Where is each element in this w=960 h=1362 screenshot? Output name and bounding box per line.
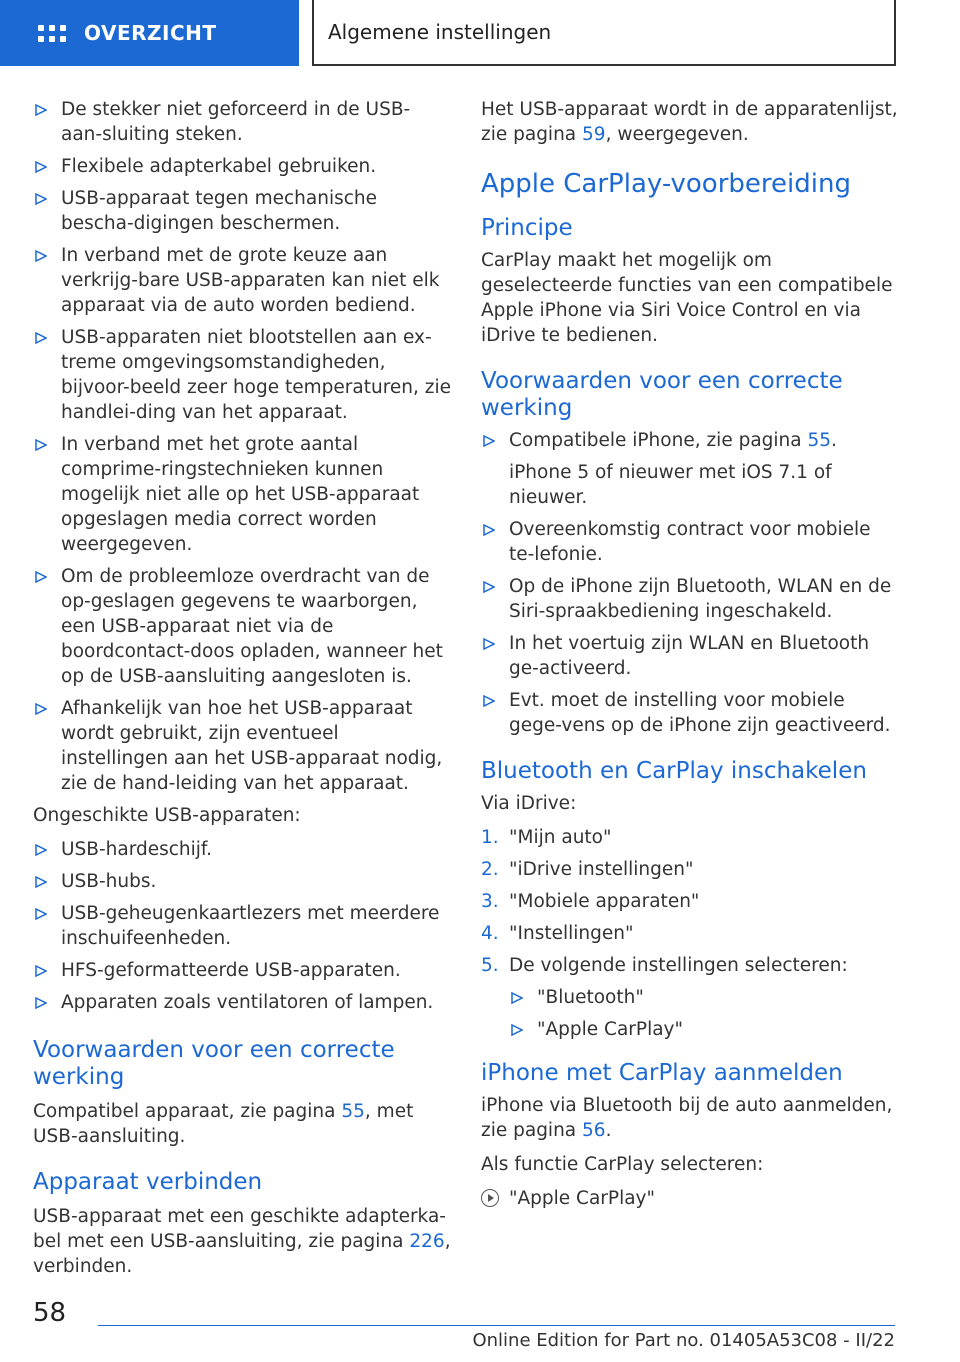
- bullet-triangle-icon: [35, 703, 47, 715]
- list-item-text: "Bluetooth": [537, 987, 644, 1008]
- list-item: [33, 154, 451, 179]
- bullet-triangle-icon: [483, 638, 495, 650]
- list-item-text: USB-apparaat tegen mechanische bescha-digingen beschermen.: [61, 188, 378, 234]
- heading-requirements-carplay: Voorwaarden voor een correcte werking: [481, 368, 843, 421]
- step-item: 1. "Mijn auto": [481, 827, 612, 848]
- bullet-triangle-icon: [483, 524, 495, 536]
- heading-carplay-preparation: Apple CarPlay-voorbereiding: [481, 169, 851, 199]
- carplay-requirements-list: [481, 428, 901, 738]
- sub-steps-list: [509, 985, 901, 1042]
- step-item: 4. "Instellingen": [481, 923, 634, 944]
- bullet-triangle-icon: [35, 965, 47, 977]
- list-item: [33, 696, 451, 796]
- bullet-triangle-icon: [483, 435, 495, 447]
- list-item: [33, 186, 451, 236]
- intro-text: Het USB-apparaat wordt in de apparatenlijst, zie pagina 59, weergegeven.: [481, 99, 898, 145]
- list-item: [33, 837, 451, 862]
- requirements-text: Compatibel apparaat, zie pagina 55, met USB-aansluiting.: [33, 1101, 414, 1147]
- heading-register-iphone: iPhone met CarPlay aanmelden: [481, 1060, 843, 1086]
- bullet-triangle-icon: [35, 997, 47, 1009]
- iphone-version-note: iPhone 5 of nieuwer met iOS 7.1 of nieuwer.: [509, 462, 832, 508]
- unsuitable-devices-list: [33, 837, 451, 1015]
- list-item-text: HFS-geformatteerde USB-apparaten.: [61, 960, 401, 981]
- bullet-triangle-icon: [35, 193, 47, 205]
- list-item-text: Overeenkomstig contract voor mobiele te-lefonie.: [509, 519, 871, 565]
- apple-carplay-item: "Apple CarPlay": [481, 1186, 901, 1211]
- list-item: [481, 517, 901, 567]
- step-item: 2. "iDrive instellingen": [481, 859, 694, 880]
- heading-principle: Principe: [481, 215, 573, 241]
- bullet-triangle-icon: [511, 992, 523, 1004]
- list-item-text: USB-apparaten niet blootstellen aan ex-treme omgevingsomstandigheden, bijvoor-beeld zeer hoge temperaturen, zie handlei-ding van het apparaat.: [61, 327, 451, 423]
- connect-text: USB-apparaat met een geschikte adapterka-bel met een USB-aansluiting, zie pagina 226, verbinden.: [33, 1206, 451, 1277]
- unsuitable-intro: Ongeschikte USB-apparaten:: [33, 805, 301, 826]
- via-idrive: Via iDrive:: [481, 793, 577, 814]
- bullet-triangle-icon: [35, 908, 47, 920]
- list-item: [33, 564, 451, 689]
- bullet-triangle-icon: [483, 581, 495, 593]
- list-item-text: Flexibele adapterkabel gebruiken.: [61, 156, 377, 177]
- page-link-55[interactable]: 55: [341, 1101, 365, 1122]
- list-item-text: In het voertuig zijn WLAN en Bluetooth ge-activeerd.: [509, 633, 870, 679]
- list-item: [33, 958, 451, 983]
- list-item-text: "Apple CarPlay": [537, 1019, 684, 1040]
- page-link-59[interactable]: 59: [582, 124, 606, 145]
- header-section-label: OVERZICHT: [84, 21, 217, 45]
- page-number: 58: [33, 1298, 67, 1328]
- bullet-triangle-icon: [511, 1024, 523, 1036]
- list-item-text: Om de probleemloze overdracht van de op-geslagen gegevens te waarborgen, een USB-apparaat niet via de boordcontact-doos opladen, wanneer het op de USB-aansluiting aangesloten is.: [61, 566, 443, 687]
- steps-list: [481, 825, 901, 1042]
- heading-enable-bluetooth-carplay: Bluetooth en CarPlay inschakelen: [481, 758, 867, 784]
- header-title-box: [312, 0, 896, 66]
- register-text: iPhone via Bluetooth bij de auto aanmelden, zie pagina 56.: [481, 1095, 893, 1141]
- list-item: [481, 574, 901, 624]
- list-item: [509, 1017, 901, 1042]
- header-title: Algemene instellingen: [328, 20, 552, 44]
- list-item: [33, 243, 451, 318]
- list-item-text: Evt. moet de instelling voor mobiele gege-vens op de iPhone zijn geactiveerd.: [509, 690, 891, 736]
- bullet-triangle-icon: [35, 161, 47, 173]
- footer-edition: Online Edition for Part no. 01405A53C08 - II/22: [472, 1330, 895, 1351]
- list-item: [481, 688, 901, 738]
- list-item: [33, 990, 451, 1015]
- list-item-text: In verband met het grote aantal comprime-ringstechnieken kunnen mogelijk niet alle op het USB-apparaat opgeslagen media correct worden weergegeven.: [61, 434, 420, 555]
- list-item: [481, 631, 901, 681]
- list-item-text: USB-geheugenkaartlezers met meerdere inschuifeenheden.: [61, 903, 440, 949]
- bullet-triangle-icon: [483, 695, 495, 707]
- list-item: Compatibele iPhone, zie pagina 55. iPhone 5 of nieuwer met iOS 7.1 of nieuwer.: [481, 428, 901, 510]
- list-item: [33, 869, 451, 894]
- list-item-text: In verband met de grote keuze aan verkrijg-bare USB-apparaten kan niet elk apparaat via de auto worden bediend.: [61, 245, 440, 316]
- left-column: [33, 97, 451, 1279]
- list-item-text: Apparaten zoals ventilatoren of lampen.: [61, 992, 434, 1013]
- heading-connect-device: Apparaat verbinden: [33, 1169, 263, 1195]
- bullet-triangle-icon: [35, 439, 47, 451]
- bullet-triangle-icon: [35, 571, 47, 583]
- grid-menu-icon: [38, 20, 66, 46]
- page-link-226[interactable]: 226: [409, 1231, 445, 1252]
- principle-text: CarPlay maakt het mogelijk om geselecteerde functies van een compatibele Apple iPhone via Siri Voice Control en via iDrive te bedienen.: [481, 250, 893, 346]
- bullet-triangle-icon: [35, 332, 47, 344]
- list-item: [509, 985, 901, 1010]
- list-item-text: USB-hardeschijf.: [61, 839, 212, 860]
- bullet-triangle-icon: [35, 250, 47, 262]
- heading-requirements: Voorwaarden voor een correcte werking: [33, 1037, 395, 1090]
- play-arrow-icon: [481, 1189, 499, 1207]
- page-link-55[interactable]: 55: [807, 430, 832, 451]
- step-item: 3. "Mobiele apparaten": [481, 891, 700, 912]
- list-item-text: USB-hubs.: [61, 871, 157, 892]
- header-section-tab[interactable]: [0, 0, 299, 66]
- bullet-triangle-icon: [35, 876, 47, 888]
- usb-tips-list: [33, 97, 451, 796]
- list-item: [33, 432, 451, 557]
- right-column: [481, 97, 901, 1211]
- list-item: [33, 901, 451, 951]
- list-item: [33, 325, 451, 425]
- step-item: 5. De volgende instellingen selecteren: "Bluetooth" "Apple CarPlay": [481, 953, 901, 1042]
- list-item-text: Op de iPhone zijn Bluetooth, WLAN en de Siri-spraakbediening ingeschakeld.: [509, 576, 892, 622]
- list-item-text: De stekker niet geforceerd in de USB-aan-sluiting steken.: [61, 99, 411, 145]
- list-item-text: Afhankelijk van hoe het USB-apparaat wordt gebruikt, zijn eventueel instellingen aan het USB-apparaat nodig, zie de hand-leiding van het apparaat.: [61, 698, 443, 794]
- select-function-text: Als functie CarPlay selecteren:: [481, 1154, 764, 1175]
- bullet-triangle-icon: [35, 844, 47, 856]
- list-item: [33, 97, 451, 147]
- page-link-56[interactable]: 56: [582, 1120, 606, 1141]
- footer-divider: [98, 1325, 895, 1326]
- bullet-triangle-icon: [35, 104, 47, 116]
